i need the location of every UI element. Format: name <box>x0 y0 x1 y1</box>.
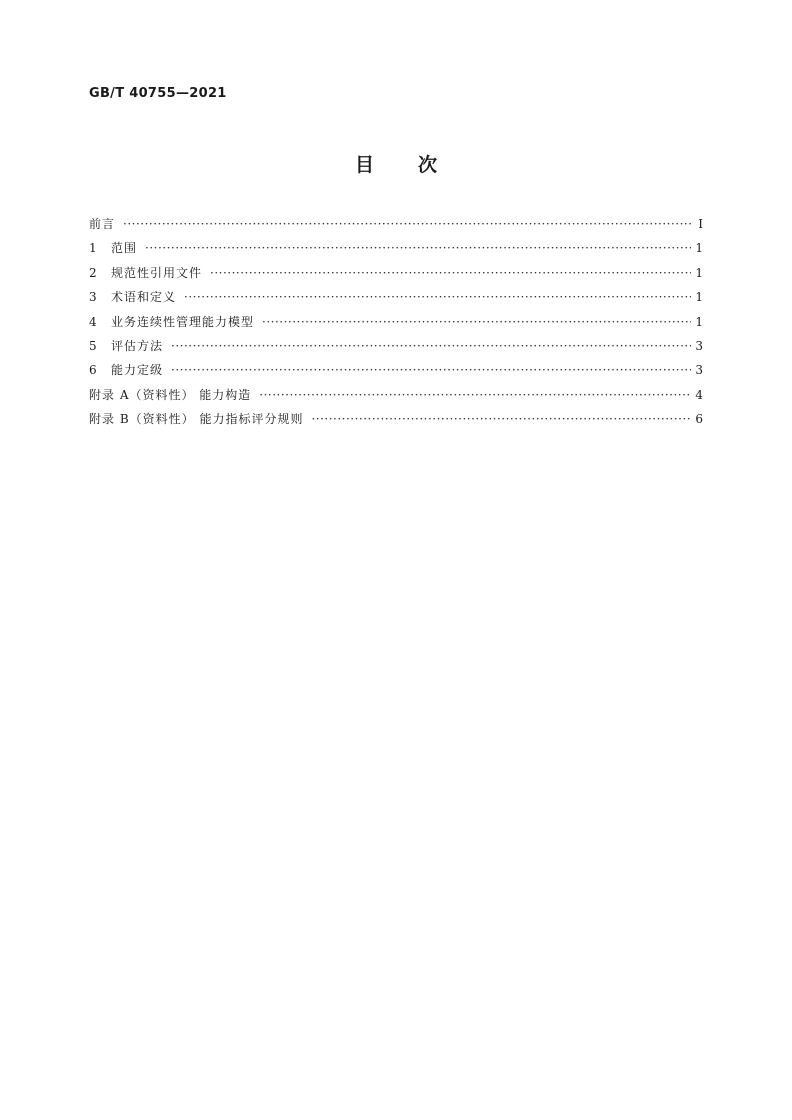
toc-title: 目次 <box>354 154 481 176</box>
toc-entry-label: 术语和定义 <box>111 290 177 305</box>
toc-dot-leader <box>210 266 691 280</box>
toc-entry-capability-grading[interactable] <box>89 361 703 385</box>
toc-dot-leader <box>123 217 691 231</box>
toc-dot-leader <box>311 412 691 426</box>
toc-entry-label: 能力定级 <box>111 363 164 378</box>
toc-dot-leader <box>184 290 691 304</box>
toc-page-number: Ⅰ <box>698 217 703 231</box>
toc-dot-leader <box>145 241 691 255</box>
toc-page-number: 3 <box>695 363 703 378</box>
toc-section-number: 1 <box>89 241 97 256</box>
toc-entry-normative-references[interactable] <box>89 264 703 288</box>
toc-entry-label: 业务连续性管理能力模型 <box>111 314 255 329</box>
toc-entry-annex-a[interactable] <box>89 386 703 410</box>
toc-entry-terms-definitions[interactable] <box>89 288 703 312</box>
toc-page-number: 6 <box>695 412 703 427</box>
toc-page-number: 1 <box>695 314 703 329</box>
toc-entry-foreword[interactable] <box>89 215 703 239</box>
toc-section-number: 2 <box>89 265 97 280</box>
toc-entry-label: 范围 <box>111 241 138 256</box>
toc-dot-leader <box>171 339 691 353</box>
toc-entry-label: 附录 B（资料性） 能力指标评分规则 <box>89 412 304 427</box>
toc-section-number: 6 <box>89 363 97 378</box>
toc-entry-label: 前言 <box>89 217 116 231</box>
toc-entry-capability-model[interactable] <box>89 313 703 337</box>
toc-entry-label: 附录 A（资料性） 能力构造 <box>89 387 252 402</box>
toc-section-number: 4 <box>89 314 97 329</box>
toc-dot-leader <box>259 388 691 402</box>
toc-section-number: 5 <box>89 338 97 353</box>
toc-entry-label: 规范性引用文件 <box>111 265 203 280</box>
toc-entry-scope[interactable] <box>89 239 703 263</box>
toc-dot-leader <box>171 363 691 377</box>
toc-page-number: 1 <box>695 265 703 280</box>
toc-page-number: 3 <box>695 338 703 353</box>
toc-entry-annex-b[interactable] <box>89 410 703 434</box>
toc-entry-assessment-method[interactable] <box>89 337 703 361</box>
table-of-contents <box>89 215 703 435</box>
toc-page-number: 1 <box>695 290 703 305</box>
standard-code: GB/T 40755—2021 <box>89 86 227 101</box>
toc-page-number: 1 <box>695 241 703 256</box>
toc-dot-leader <box>262 315 691 329</box>
toc-section-number: 3 <box>89 290 97 305</box>
toc-entry-label: 评估方法 <box>111 338 164 353</box>
toc-page-number: 4 <box>695 387 703 402</box>
